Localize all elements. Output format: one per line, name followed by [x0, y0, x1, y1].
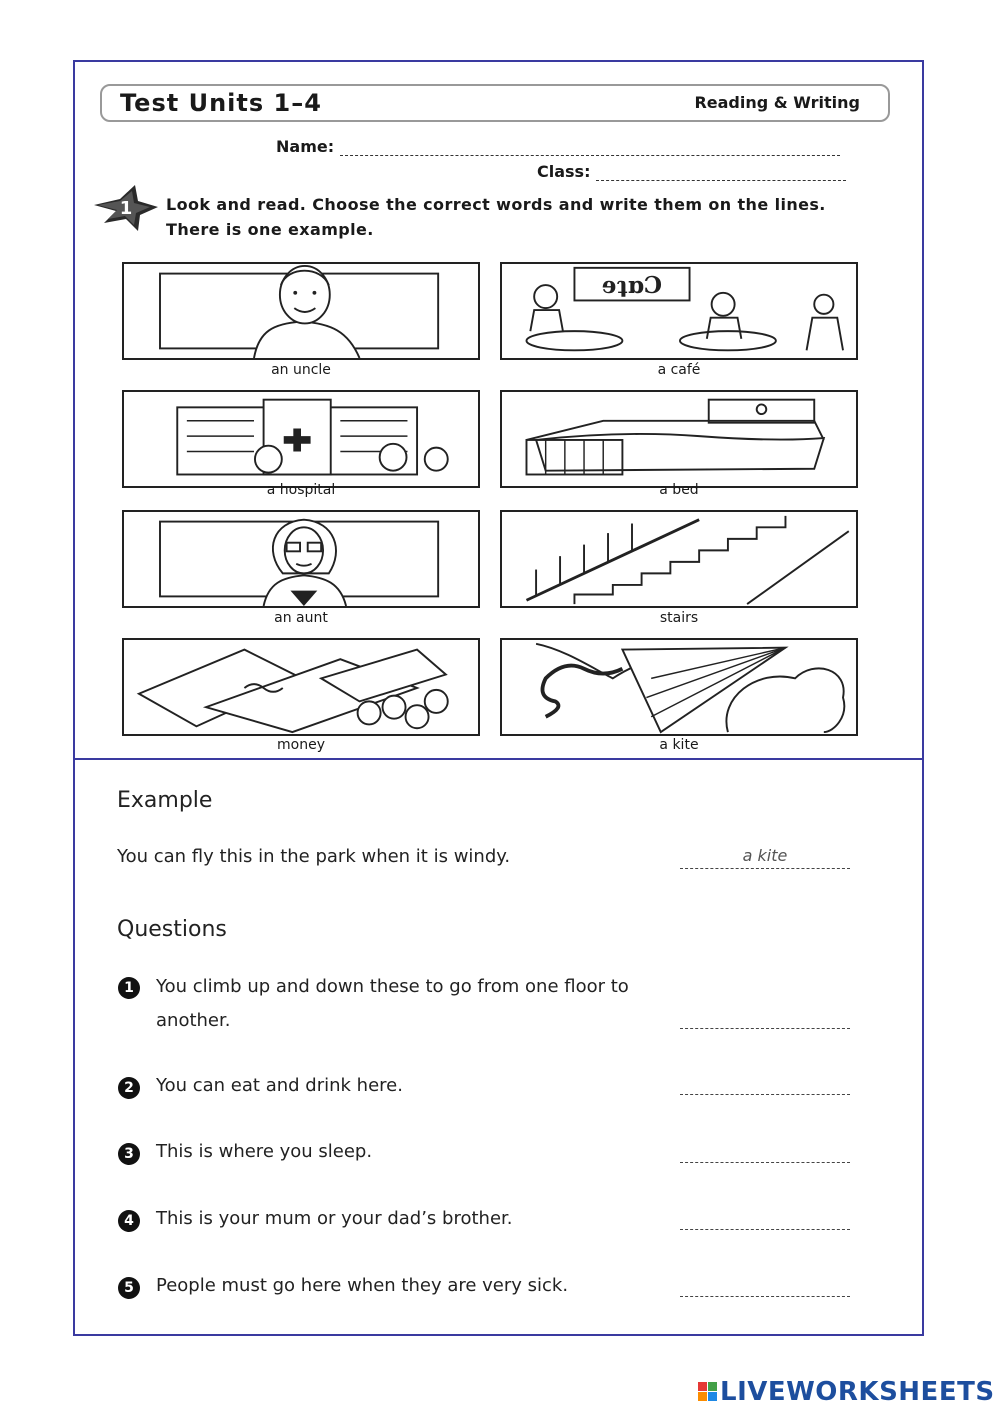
money-icon — [124, 640, 478, 734]
cafe-icon — [502, 264, 856, 358]
logo-square-icon — [698, 1382, 707, 1391]
exercise-instruction: Look and read. Choose the correct words and write them on the lines. There is one example. — [166, 195, 826, 239]
example-question: You can fly this in the park when it is windy. — [117, 846, 511, 867]
picture-kite — [500, 638, 858, 736]
kite-icon — [502, 640, 856, 734]
caption-kite: a kite — [659, 737, 699, 753]
picture-aunt — [122, 510, 480, 608]
stairs-icon — [502, 512, 856, 606]
questions-heading: Questions — [117, 917, 227, 942]
question-number: 1 — [118, 977, 140, 999]
answer-line-1[interactable] — [680, 1006, 850, 1029]
caption-money: money — [277, 737, 325, 753]
caption-hospital: a hospital — [266, 482, 336, 498]
aunt-icon — [124, 512, 478, 606]
class-field — [537, 162, 846, 181]
caption-aunt: an aunt — [274, 610, 328, 626]
bed-icon — [502, 392, 856, 486]
section-divider — [73, 758, 924, 760]
question-text: You climb up and down these to go from one floor to another. — [156, 976, 629, 1031]
brand-name: LIVEWORKSHEETS — [720, 1377, 995, 1407]
picture-money — [122, 638, 480, 736]
exercise-number: 1 — [119, 198, 133, 219]
name-line[interactable] — [340, 141, 840, 156]
answer-line-5[interactable] — [680, 1274, 850, 1297]
question-number: 5 — [118, 1277, 140, 1299]
logo-square-icon — [708, 1382, 717, 1391]
picture-stairs — [500, 510, 858, 608]
answer-line-2[interactable] — [680, 1072, 850, 1095]
class-label: Class: — [537, 162, 591, 181]
uncle-icon — [124, 264, 478, 358]
picture-hospital — [122, 390, 480, 488]
answer-line-3[interactable] — [680, 1140, 850, 1163]
question-text: You can eat and drink here. — [156, 1075, 403, 1096]
caption-bed: a bed — [659, 482, 699, 498]
question-text: This is your mum or your dad’s brother. — [156, 1208, 513, 1229]
title-bar — [100, 84, 890, 122]
hospital-icon — [124, 392, 478, 486]
question-number: 2 — [118, 1077, 140, 1099]
name-field — [276, 137, 840, 156]
logo-square-icon — [708, 1392, 717, 1401]
question-number: 3 — [118, 1143, 140, 1165]
question-number: 4 — [118, 1210, 140, 1232]
answer-line-4[interactable] — [680, 1207, 850, 1230]
name-label: Name: — [276, 137, 335, 156]
caption-stairs: stairs — [659, 610, 699, 626]
question-text: People must go here when they are very sick. — [156, 1275, 569, 1296]
class-line[interactable] — [596, 166, 846, 181]
question-text: This is where you sleep. — [156, 1141, 373, 1162]
picture-bed — [500, 390, 858, 488]
example-heading: Example — [117, 788, 213, 813]
worksheet-title: Test Units 1–4 — [120, 89, 322, 117]
example-answer: a kite — [680, 846, 850, 869]
caption-uncle: an uncle — [271, 362, 331, 378]
svg-text:ɘʇɒƆ: ɘʇɒƆ — [601, 271, 663, 299]
section-label: Reading & Writing — [694, 93, 860, 112]
picture-uncle — [122, 262, 480, 360]
logo-square-icon — [698, 1392, 707, 1401]
caption-cafe: a café — [657, 362, 701, 378]
star-icon — [90, 183, 160, 233]
picture-cafe — [500, 262, 858, 360]
